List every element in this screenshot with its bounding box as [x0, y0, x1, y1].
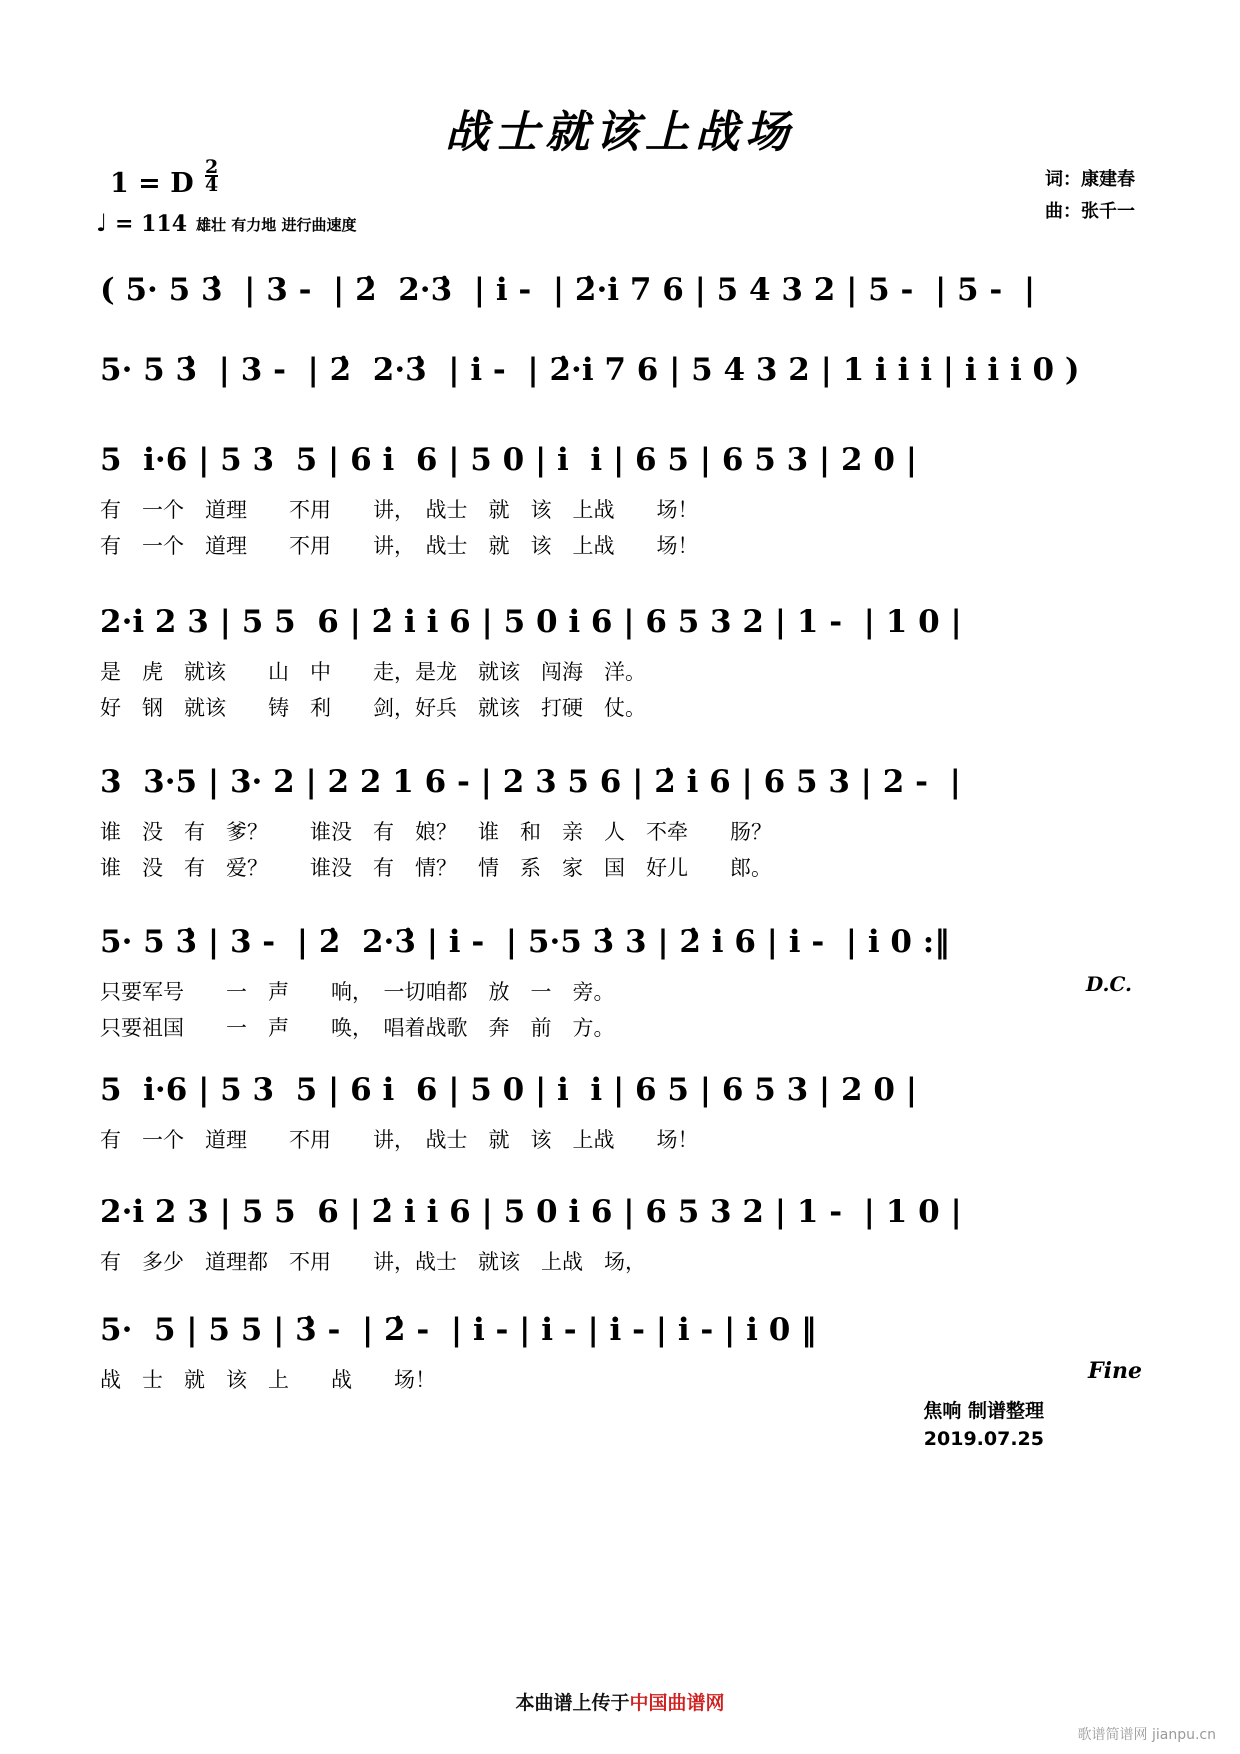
notation-row: ( 5· 5 3̇ | 3 - | 2̇ 2·3̇ | i - | 2̇·i 7 6 | 5 4 3 2 | 5 - | 5 - |: [100, 272, 1036, 308]
system-verse-2: [0, 590, 1240, 726]
arranger-credit: 焦响 制谱整理: [923, 1400, 1044, 1422]
site-brand: 中国曲谱网: [629, 1692, 725, 1714]
composer-credit: 曲：张千一: [1045, 201, 1135, 222]
notation-row: 5 i·6 | 5 3 5 | 6 i 6 | 5 0 | i i | 6 5 | 6 5 3 | 2 0 |: [100, 1072, 918, 1108]
lyric-row-1: 有 一个 道理 不用 讲， 战士 就 该 上战 场！: [100, 498, 699, 522]
time-signature: [205, 156, 219, 196]
notation-row: 5· 5 3̇ | 3 - | 2̇ 2·3̇ | i - | 5·5 3̇ 3 | 2̇ i 6 | i - | i 0 :‖: [100, 924, 950, 960]
system-chorus-1: [0, 1058, 1240, 1158]
notation-row: 2·i 2 3 | 5 5 6 | 2̇ i i 6 | 5 0 i 6 | 6 5 3 2 | 1 - | 1 0 |: [100, 604, 962, 640]
system-intro-1: [0, 258, 1240, 322]
system-chorus-2: [0, 1180, 1240, 1280]
lyric-row-1: 战 士 就 该 上 战 场！: [100, 1368, 436, 1392]
system-verse-3: [0, 750, 1240, 886]
upload-notice: [0, 1688, 1240, 1715]
time-signature-denominator: 4: [205, 174, 219, 196]
system-verse-4: [0, 910, 1240, 1046]
lyric-row-2: 有 一个 道理 不用 讲， 战士 就 该 上战 场！: [100, 534, 699, 558]
watermark: 歌谱简谱网 jianpu.cn: [1077, 1727, 1216, 1743]
page-title: 战士就该上战场: [445, 107, 795, 158]
system-chorus-3: [0, 1298, 1240, 1398]
date-text: 2019.07.25: [923, 1428, 1044, 1450]
notation-row: 5· 5 | 5 5 | 3̇ - | 2̇ - | i - | i - | i - | i - | i 0 ‖: [100, 1312, 817, 1348]
system-verse-1: [0, 428, 1240, 564]
dc-marking: D.C.: [1085, 972, 1132, 996]
tempo-value: = 114: [115, 211, 188, 237]
key-signature: 1 = D: [110, 168, 194, 199]
style-marking: 雄壮 有力地 进行曲速度: [196, 216, 357, 234]
upload-prefix: 本曲谱上传于: [515, 1692, 630, 1714]
notation-row: 5 i·6 | 5 3 5 | 6 i 6 | 5 0 | i i | 6 5 | 6 5 3 | 2 0 |: [100, 442, 918, 478]
lyric-row-1: 有 一个 道理 不用 讲， 战士 就 该 上战 场！: [100, 1128, 699, 1152]
fine-marking: Fine: [1088, 1358, 1142, 1384]
tempo-note-icon: ♩: [96, 208, 108, 237]
lyric-row-2: 好 钢 就该 铸 利 剑，好兵 就该 打硬 仗。: [100, 696, 646, 720]
lyric-row-1: 是 虎 就该 山 中 走，是龙 就该 闯海 洋。: [100, 660, 646, 684]
notation-row: 2·i 2 3 | 5 5 6 | 2̇ i i 6 | 5 0 i 6 | 6 5 3 2 | 1 - | 1 0 |: [100, 1194, 962, 1230]
credits: [1045, 164, 1135, 228]
lyric-row-1: 有 多少 道理都 不用 讲，战士 就该 上战 场，: [100, 1250, 646, 1274]
tempo-marking: [96, 208, 187, 237]
lyricist-credit: 词：康建春: [1045, 169, 1135, 190]
notation-row: 3 3·5 | 3· 2 | 2 2 1 6 - | 2 3 5 6 | 2̇ i 6 | 6 5 3 | 2 - |: [100, 764, 961, 800]
lyric-row-1: 谁 没 有 爹？ 谁没 有 娘？ 谁 和 亲 人 不牵 肠？: [100, 820, 772, 844]
lyric-row-2: 只要祖国 一 声 唤， 唱着战歌 奔 前 方。: [100, 1016, 615, 1040]
system-intro-2: [0, 338, 1240, 402]
notation-row: 5· 5 3̇ | 3 - | 2̇ 2·3̇ | i - | 2̇·i 7 6 | 5 4 3 2 | 1 i i i | i i i 0 ): [100, 352, 1080, 388]
lyric-row-1: 只要军号 一 声 响， 一切咱都 放 一 旁。: [100, 980, 615, 1004]
time-signature-numerator: 2: [205, 156, 219, 178]
lyric-row-2: 谁 没 有 爱？ 谁没 有 情？ 情 系 家 国 好儿 郎。: [100, 856, 772, 880]
